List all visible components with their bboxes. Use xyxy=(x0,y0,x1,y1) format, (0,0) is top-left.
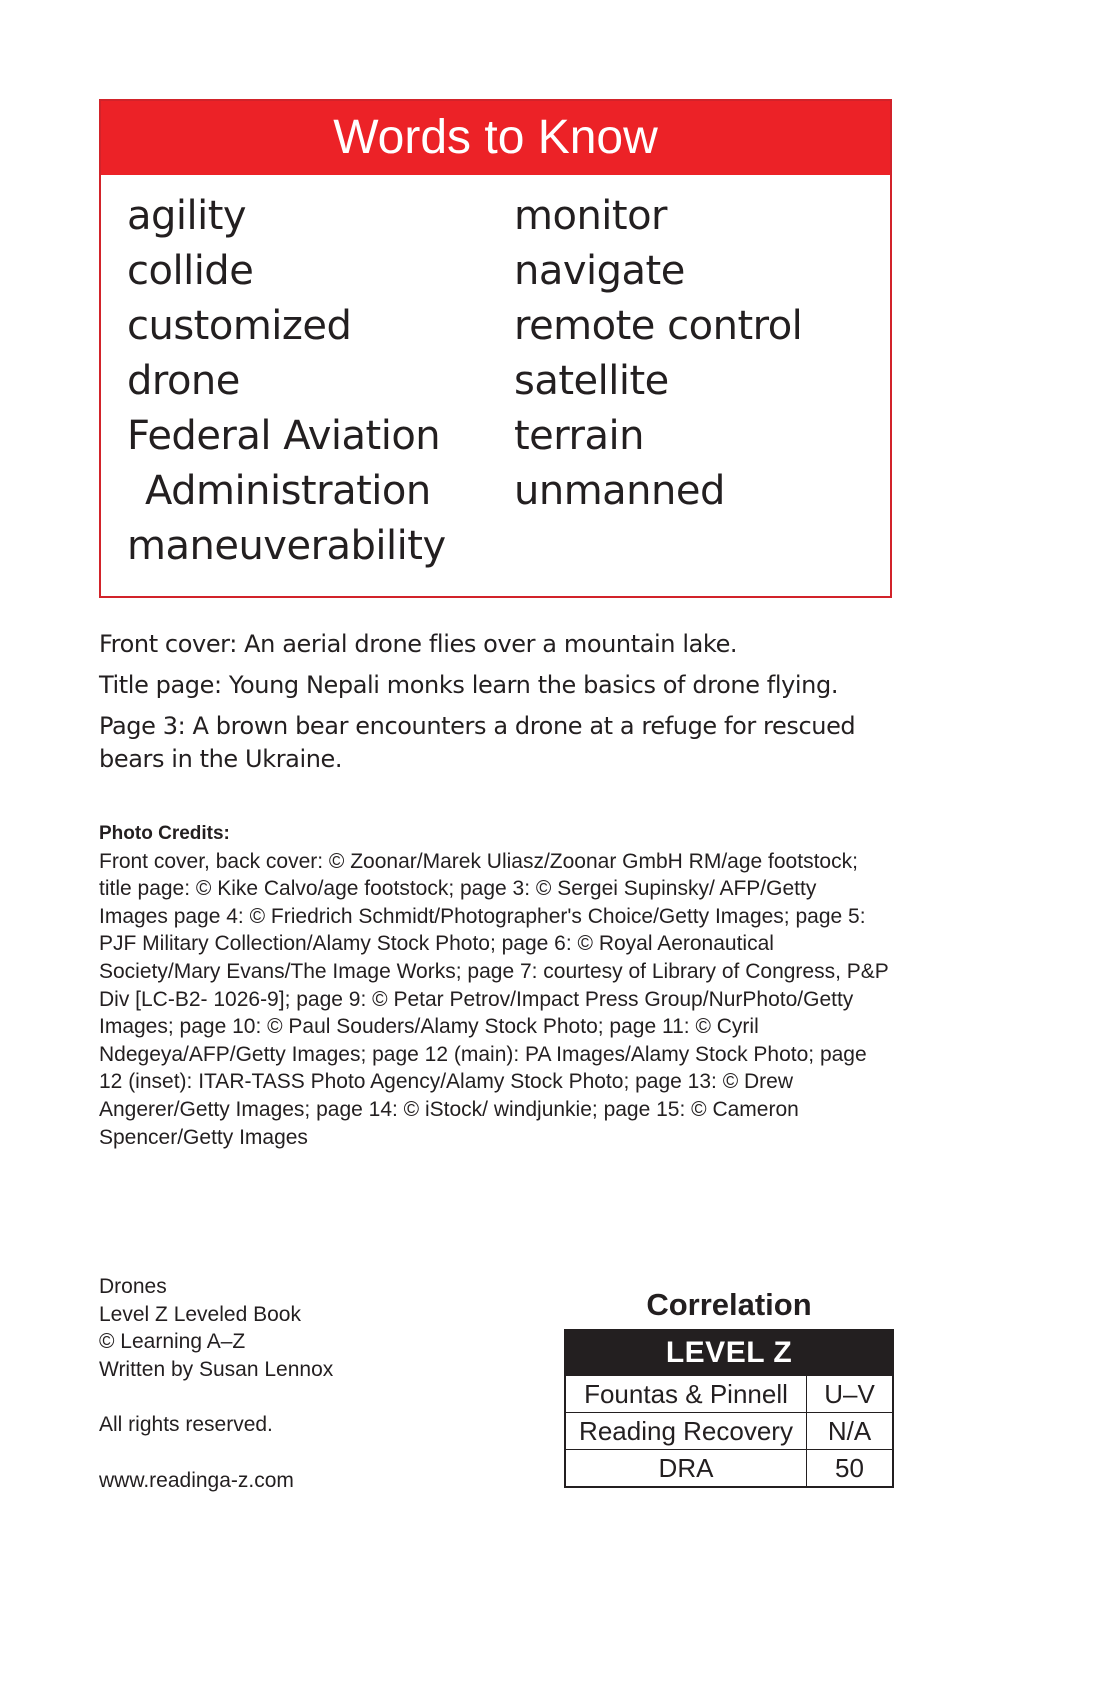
correlation-table xyxy=(564,1329,894,1488)
system-name: Fountas & Pinnell xyxy=(565,1376,807,1413)
photo-credits-title: Photo Credits: xyxy=(99,823,230,844)
copyright: © Learning A–Z xyxy=(99,1330,246,1353)
caption-page-3: Page 3: A brown bear encounters a drone at a refuge for rescued bears in the Ukraine. xyxy=(99,712,856,773)
words-to-know-title: Words to Know xyxy=(101,101,890,175)
photo-captions xyxy=(99,628,899,784)
caption-title-page: Title page: Young Nepali monks learn the basics of drone flying. xyxy=(99,671,839,699)
vocabulary-word: monitor xyxy=(514,193,668,239)
vocabulary-list-left xyxy=(127,189,446,574)
vocabulary-list-right xyxy=(514,189,802,519)
correlation-panel xyxy=(564,1285,894,1488)
vocabulary-word: customized xyxy=(127,303,352,349)
photo-credits xyxy=(99,820,889,1151)
book-level: Level Z Leveled Book xyxy=(99,1302,301,1326)
words-to-know-box xyxy=(99,99,892,598)
table-row xyxy=(565,1450,893,1488)
vocabulary-word: terrain xyxy=(514,413,644,459)
book-title: Drones xyxy=(99,1275,167,1298)
vocabulary-word: maneuverability xyxy=(127,523,446,569)
vocabulary-word: remote control xyxy=(514,303,803,349)
system-value: 50 xyxy=(807,1450,894,1488)
vocabulary-word-continued: Administration xyxy=(145,468,431,514)
book-info xyxy=(99,1273,499,1494)
system-name: DRA xyxy=(565,1450,807,1488)
correlation-title: Correlation xyxy=(646,1287,812,1322)
vocabulary-word: satellite xyxy=(514,358,669,404)
system-value: N/A xyxy=(807,1413,894,1450)
photo-credits-text: Front cover, back cover: © Zoonar/Marek Uliasz/Zoonar GmbH RM/age footstock; title page: © Kike Calvo/age footstock; page 3: © Sergei Supinsky/ AFP/Getty Images page 4: © Friedrich Schmidt/Photographer's Choice/Getty Images; page 5: PJF Military Collection/Alamy Stock Photo; page 6: © Royal Aeronautical Society/Mary Evans/The Image Works; page 7: courtesy of Library of Congress, P&P Div [LC-B2- 1026-9]; page 9: © Petar Petrov/Impact Press Group/NurPhoto/Getty Images; page 10: © Paul Souders/Alamy Stock Photo; page 11: © Cyril Ndegeya/AFP/Getty Images; page 12 (main): PA Images/Alamy Stock Photo; page 12 (inset): ITAR-TASS Photo Agency/Alamy Stock Photo; page 13: © Drew Angerer/Getty Images; page 14: © iStock/ windjunkie; page 15: © Cameron Spencer/Getty Images xyxy=(99,849,889,1149)
table-row xyxy=(565,1376,893,1413)
author: Written by Susan Lennox xyxy=(99,1357,334,1381)
system-name: Reading Recovery xyxy=(565,1413,807,1450)
vocabulary-word: unmanned xyxy=(514,468,725,514)
vocabulary-word: Federal Aviation xyxy=(127,413,441,459)
system-value: U–V xyxy=(807,1376,894,1413)
table-row xyxy=(565,1413,893,1450)
rights-reserved: All rights reserved. xyxy=(99,1413,273,1436)
vocabulary-word: navigate xyxy=(514,248,685,294)
vocabulary-word: collide xyxy=(127,248,254,294)
level-header: LEVEL Z xyxy=(565,1330,893,1376)
vocabulary-word: agility xyxy=(127,193,247,239)
caption-front-cover: Front cover: An aerial drone flies over a mountain lake. xyxy=(99,630,738,658)
vocabulary-word: drone xyxy=(127,358,240,404)
website-url: www.readinga-z.com xyxy=(99,1468,294,1492)
